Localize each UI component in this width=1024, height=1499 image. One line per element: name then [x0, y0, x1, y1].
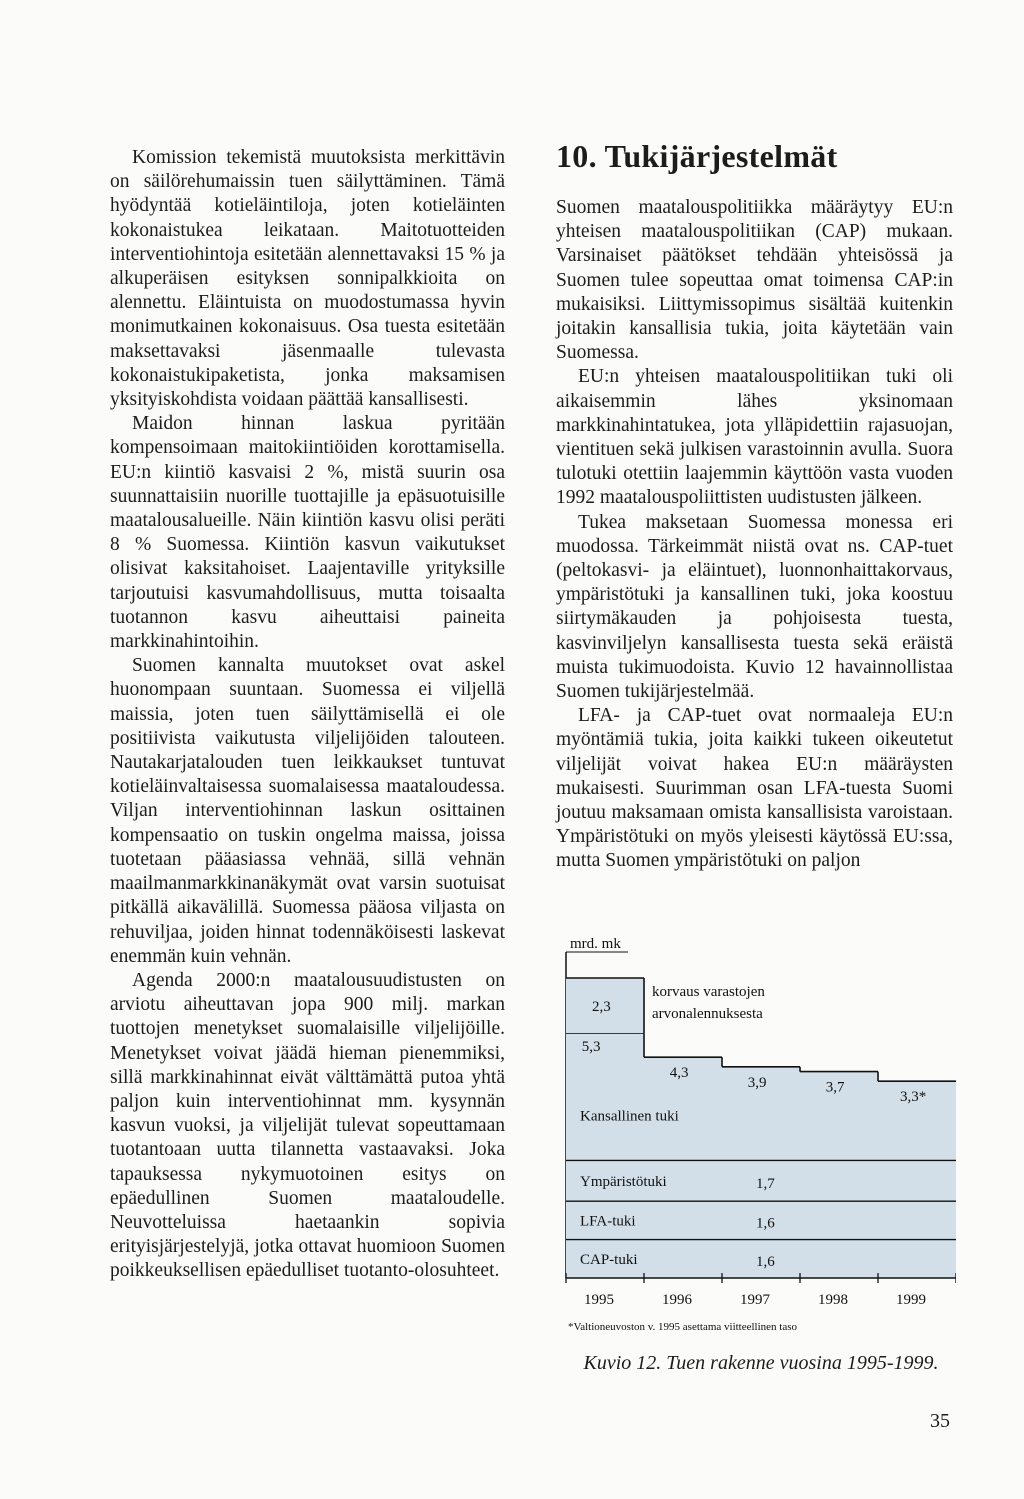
data-label: 3,3* — [899, 1089, 927, 1106]
paragraph: Suomen maatalouspolitiikka määräytyy EU:n yhteisen maatalouspolitiikan (CAP) mukaan. Varsinaiset päätökset tehdään yhteisössä ja Suomen tulee sopeuttaa omat toimensa CAP:in mukaisiksi. Liittymissopimus sisältää kuitenkin joitakin kansallisia tukia, joita käytetään vain Suomessa. — [556, 197, 953, 364]
paragraph: Agenda 2000:n maatalousuudistusten on arviotu aiheuttavan jopa 900 milj. markan tuottojen menetykset suomalaisille viljelijöille. Menetykset voivat jäädä hieman pienemmiksi, sillä markkinahinnat eivät välttämättä putoa yhtä paljon kuin interventiohinnat mm. kysynnän kasvun vuoksi, ja viljelijät tulevat sopeuttamaan tuotantoaan uutta tilannetta vastaavaksi. Joka tapauksessa nykymuotoinen esitys on epäedullinen Suomen maataloudelle. Neuvotteluissa haetaankin sopivia erityisjärjestelyjä, jotka ottavat huomioon Suomen poikkeuksellisen epäedulliset tuotanto-olosuhteet. — [110, 969, 505, 1282]
support-structure-chart — [560, 930, 956, 1340]
paragraph: Komission tekemistä muutoksista merkittävin on säilörehumaissin tuen säilyttäminen. Tämä hyödyntää kotieläintiloja, joten kotieläinten kokonaistukea leikataan. Maitotuotteiden interventiohintoja esitetään alennettavaksi 15 % ja alkuperäisen esityksen sonnipalkkioita on alennettu. Eläintuista on muodostumassa hyvin monimutkainen kokonaisuus. Osa tuesta esitetään maksettavaksi jäsenmaalle tulevasta kokonaistukipaketista, jonka maksamisen yksityiskohdista voidaan päättää kansallisesti. — [110, 147, 505, 411]
series-label: Kansallinen tuki — [580, 1108, 679, 1125]
x-tick-label: 1997 — [740, 1292, 770, 1308]
chart-svg — [560, 930, 956, 1340]
series-label: LFA-tuki — [580, 1213, 636, 1230]
data-label: 3,9 — [747, 1074, 767, 1091]
data-label: 1,6 — [756, 1215, 775, 1232]
annotation-label: korvaus varastojen — [652, 984, 765, 1000]
data-label: 5,3 — [581, 1039, 601, 1056]
page-number: 35 — [930, 1410, 950, 1432]
x-tick-label: 1998 — [818, 1292, 848, 1308]
area-segment — [800, 1072, 878, 1278]
data-label: 1,6 — [756, 1253, 775, 1270]
series-label: CAP-tuki — [580, 1251, 638, 1268]
data-label: 3,7 — [825, 1079, 845, 1096]
x-tick-label: 1996 — [662, 1292, 692, 1308]
section-title: 10. Tukijärjestelmät — [556, 138, 838, 174]
x-tick-label: 1999 — [896, 1292, 926, 1308]
area-segment — [878, 1081, 956, 1278]
figure-caption: Kuvio 12. Tuen rakenne vuosina 1995-1999. — [583, 1352, 939, 1374]
unit-label: mrd. mk — [570, 936, 621, 952]
annotation-label: arvonalennuksesta — [652, 1006, 763, 1022]
paragraph: Suomen kannalta muutokset ovat askel huonompaan suuntaan. Suomessa ei viljellä maissia, joten tuen säilyttämisellä ei ole positiivista vaikutusta viljelijöiden talouteen. Nautakarjatalouden tuen leikkaukset tuntuvat kotieläinvaltaisessa suomalaisessa maataloudessa. Viljan interventiohinnan laskun osittainen kompensaatio on tuskin ongelma maissa, joissa tuotetaan pääasiassa vehnää, sillä vehnän maailmanmarkkinanäkymät ovat varsin suotuisat pitkällä aikavälillä. Suomessa pääosa viljasta on rehuviljaa, joiden hinnat todennäköisesti laskevat enemmän kuin vehnän. — [110, 655, 505, 967]
area-segment — [722, 1067, 800, 1278]
right-text-column — [556, 196, 953, 874]
chart-footnote: *Valtioneuvoston v. 1995 asettama viitteellinen taso — [568, 1321, 798, 1333]
data-label: 1,7 — [756, 1175, 775, 1192]
paragraph: Tukea maksetaan Suomessa monessa eri muodossa. Tärkeimmät niistä ovat ns. CAP-tuet (peltokasvi- ja eläintuet), luonnonhaittakorvaus, ympäristötuki ja kansallinen tuki, joka koostuu siirtymäkauden ja pohjoisesta tuesta, kasvinviljelyn kansallisesta tuesta sekä eräistä muista tukimuodoista. Kuvio 12 havainnollistaa Suomen tukijärjestelmää. — [556, 511, 953, 703]
x-tick-label: 1995 — [584, 1292, 614, 1308]
area-segment — [644, 1057, 722, 1278]
data-label: 4,3 — [669, 1065, 689, 1082]
data-label: 2,3 — [592, 999, 611, 1015]
paragraph: Maidon hinnan laskua pyritään kompensoimaan maitokiintiöiden korottamisella. EU:n kiintiö kasvaisi 2 %, mistä suurin osa suunnattaisiin nuorille tuottajille ja epäsuotuisille maatalousalueille. Näin kiintiön kasvu olisi peräti 8 % Suomessa. Kiintiön kasvun vaikutukset olisivat kaksitahoiset. Laajentaville yrityksille tarjoutuisi kasvumahdollisuus, mutta toisaalta tuotannon kasvu aiheuttaisi paineita markkinahintoihin. — [110, 413, 505, 653]
series-label: Ympäristötuki — [580, 1173, 667, 1190]
paragraph: EU:n yhteisen maatalouspolitiikan tuki oli aikaisemmin lähes yksinomaan markkinahintatukea, jota ylläpidettiin rajasuojan, vientituen sekä julkisen varastoinnin avulla. Suora tulotuki otettiin laajemmin käyttöön vasta vuoden 1992 maatalouspoliittisten uudistusten jälkeen. — [556, 366, 953, 509]
paragraph: LFA- ja CAP-tuet ovat normaaleja EU:n myöntämiä tukia, joita kaikki tukeen oikeutetut viljelijät voivat hakea EU:n määräysten mukaisesti. Suurimman osan LFA-tuesta Suomi joutuu maksamaan omista kansallisista varoistaan. Ympäristötuki on myös yleisesti käytössä EU:ssa, mutta Suomen ympäristötuki on paljon — [556, 705, 953, 872]
area-segment — [566, 1033, 644, 1278]
left-text-column — [110, 146, 505, 1284]
